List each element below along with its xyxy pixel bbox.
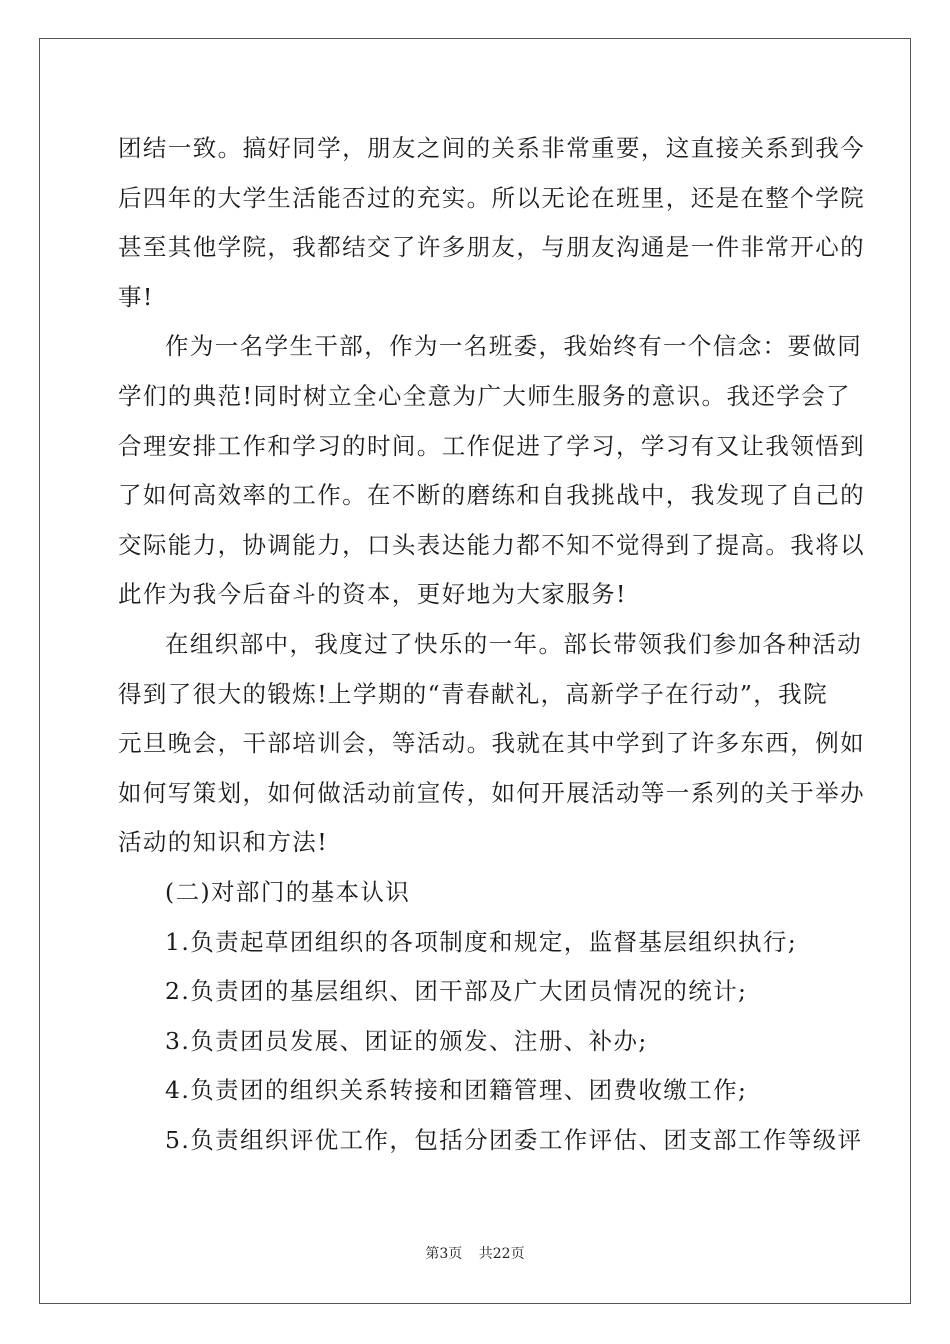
text-line: 作为一名学生干部，作为一名班委，我始终有一个信念：要做同 (165, 332, 863, 361)
text-line: 活动的知识和方法! (118, 828, 329, 857)
list-item: 5.负责组织评优工作，包括分团委工作评估、团支部工作等级评 (165, 1125, 863, 1154)
text-line: 学们的典范!同时树立全心全意为广大师生服务的意识。我还学会了 (118, 381, 851, 410)
text-line: 合理安排工作和学习的时间。工作促进了学习，学习有又让我领悟到 (118, 431, 865, 460)
text-line: 了如何高效率的工作。在不断的磨练和自我挑战中，我发现了自己的 (118, 481, 865, 510)
page-footer (0, 1243, 950, 1263)
text-line: 团结一致。搞好同学，朋友之间的关系非常重要，这直接关系到我今 (118, 134, 865, 162)
page-number: 第3页 (425, 1246, 463, 1262)
text-line: 甚至其他学院，我都结交了许多朋友，与朋友沟通是一件非常开心的 (118, 233, 865, 262)
text-line: 如何写策划，如何做活动前宣传，如何开展活动等一系列的关于举办 (118, 778, 865, 807)
text-line: 在组织部中，我度过了快乐的一年。部长带领我们参加各种活动 (165, 629, 863, 658)
page-total: 共22页 (478, 1246, 525, 1262)
document-body (118, 124, 865, 1165)
text-line: 交际能力，协调能力，口头表达能力都不知不觉得到了提高。我将以 (118, 530, 865, 559)
text-line: 元旦晚会，干部培训会，等活动。我就在其中学到了许多东西，例如 (118, 729, 865, 758)
list-item: 4.负责团的组织关系转接和团籍管理、团费收缴工作; (165, 1076, 748, 1105)
section-heading: (二)对部门的基本认识 (165, 877, 411, 906)
text-line: 后四年的大学生活能否过的充实。所以无论在班里，还是在整个学院 (118, 183, 865, 212)
text-line: 此作为我今后奋斗的资本，更好地为大家服务! (118, 580, 627, 609)
text-line: 得到了很大的锻炼!上学期的“青春献礼，高新学子在行动”，我院 (118, 679, 828, 708)
list-item: 1.负责起草团组织的各项制度和规定，监督基层组织执行; (165, 927, 798, 956)
text-line: 事! (118, 282, 154, 311)
list-item: 3.负责团员发展、团证的颁发、注册、补办; (165, 1026, 648, 1055)
list-item: 2.负责团的基层组织、团干部及广大团员情况的统计; (165, 977, 748, 1006)
